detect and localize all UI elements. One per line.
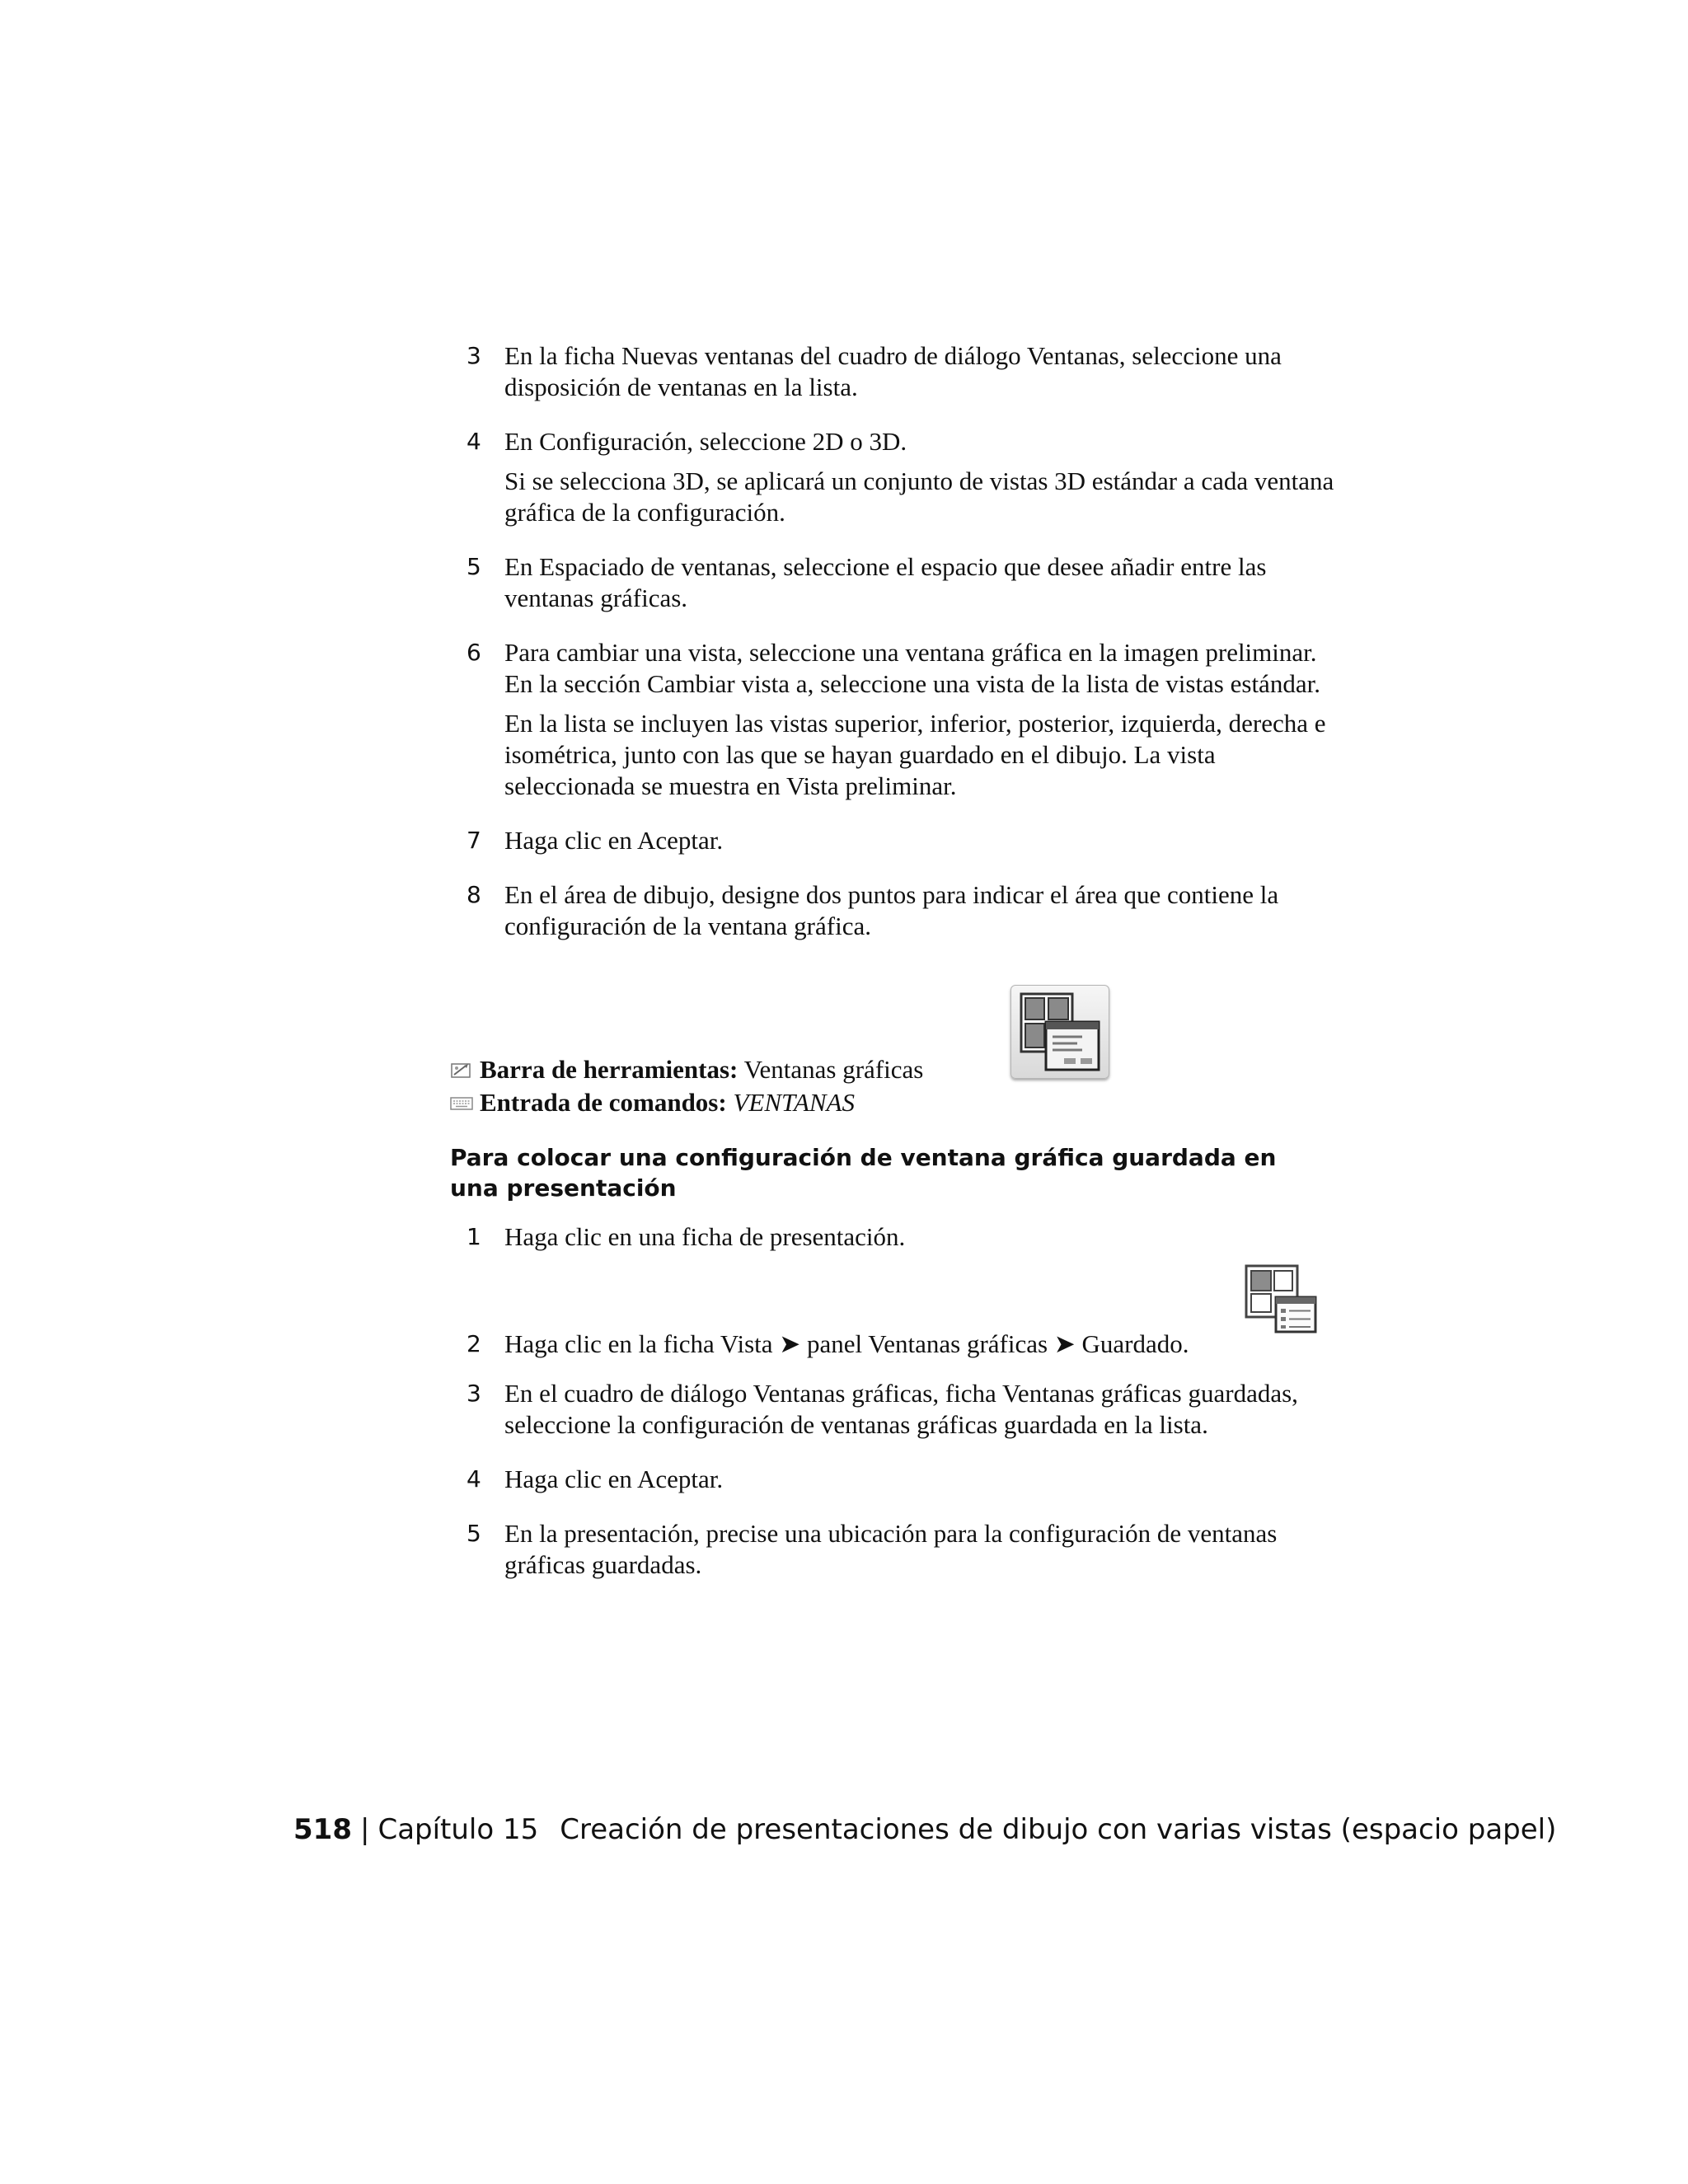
step-note: En la lista se incluyen las vistas superior, inferior, posterior, izquierda, derecha e isométrica, junto con las que se hayan guardado en el dibujo. La vista seleccionada se muestra en Vista preliminar.: [504, 709, 1326, 800]
footer-separator: |: [359, 1813, 370, 1846]
steps-list-new-viewports: [450, 340, 1340, 942]
list-item: [450, 637, 1340, 802]
list-item: [450, 1518, 1340, 1581]
chapter-title: Creación de presentaciones de dibujo con varias vistas (espacio papel): [560, 1813, 1557, 1846]
step-number: 4: [467, 428, 481, 455]
access-methods: [450, 985, 1340, 1121]
list-item: [450, 1378, 1340, 1441]
command-label: Entrada de comandos:: [480, 1088, 727, 1117]
keyboard-icon: [450, 1089, 473, 1107]
section-heading: Para colocar una configuración de ventana gráfica guardada en una presentación: [450, 1144, 1277, 1202]
step-text: Haga clic en una ficha de presentación.: [504, 1222, 906, 1251]
step-number: 1: [467, 1223, 481, 1250]
step-number: 6: [467, 639, 481, 666]
step-text: En el cuadro de diálogo Ventanas gráficas, ficha Ventanas gráficas guardadas, seleccione la configuración de ventanas gráficas guardada en la lista.: [504, 1379, 1298, 1439]
list-item: [450, 426, 1340, 528]
page-footer: [293, 1813, 1556, 1846]
step-number: 7: [467, 827, 481, 854]
toolbar-label: Barra de herramientas:: [480, 1055, 738, 1084]
step-text: En la ficha Nuevas ventanas del cuadro de diálogo Ventanas, seleccione una disposición de ventanas en la lista.: [504, 341, 1282, 401]
list-item: [450, 340, 1340, 403]
step-text: En el área de dibujo, designe dos puntos para indicar el área que contiene la configuración de la ventana gráfica.: [504, 880, 1279, 940]
named-viewports-ribbon-icon[interactable]: [1243, 1263, 1319, 1338]
step-text: Para cambiar una vista, seleccione una ventana gráfica en la imagen preliminar. En la sección Cambiar vista a, seleccione una vista de la lista de vistas estándar.: [504, 638, 1320, 698]
steps-list-saved-viewports: [450, 1221, 1340, 1581]
toolbar-icon: [450, 1056, 473, 1074]
list-item: [450, 879, 1340, 942]
step-text-content: Haga clic en la ficha Vista ➤ panel Ventanas gráficas ➤ Guardado.: [504, 1329, 1189, 1358]
command-access-line: [450, 1087, 855, 1118]
step-note: Si se selecciona 3D, se aplicará un conjunto de vistas 3D estándar a cada ventana gráfica de la configuración.: [504, 466, 1334, 527]
step-text: Haga clic en Aceptar.: [504, 1465, 724, 1493]
list-item: [450, 551, 1340, 614]
list-item: [450, 1221, 1340, 1253]
step-text: En Espaciado de ventanas, seleccione el espacio que desee añadir entre las ventanas gráficas.: [504, 552, 1267, 612]
page-number: 518: [293, 1813, 352, 1846]
step-number: 2: [467, 1330, 481, 1357]
step-text: Haga clic en Aceptar.: [504, 826, 724, 855]
list-item: [450, 1329, 1340, 1360]
step-text: [504, 1329, 1340, 1360]
step-number: 8: [467, 881, 481, 908]
step-number: 3: [467, 342, 481, 369]
page-body: [450, 340, 1340, 1581]
step-number: 5: [467, 553, 481, 580]
viewports-toolbar-button-icon[interactable]: [1010, 985, 1109, 1079]
toolbar-value: Ventanas gráficas: [743, 1055, 924, 1084]
chapter-label: Capítulo 15: [377, 1813, 539, 1846]
step-number: 3: [467, 1380, 481, 1407]
list-item: [450, 825, 1340, 856]
step-text: En la presentación, precise una ubicación para la configuración de ventanas gráficas guardadas.: [504, 1519, 1278, 1579]
step-text: En Configuración, seleccione 2D o 3D.: [504, 427, 907, 456]
step-number: 5: [467, 1520, 481, 1547]
step-number: 4: [467, 1465, 481, 1493]
toolbar-access-line: [450, 1054, 923, 1085]
list-item: [450, 1464, 1340, 1495]
command-value: VENTANAS: [733, 1088, 855, 1117]
